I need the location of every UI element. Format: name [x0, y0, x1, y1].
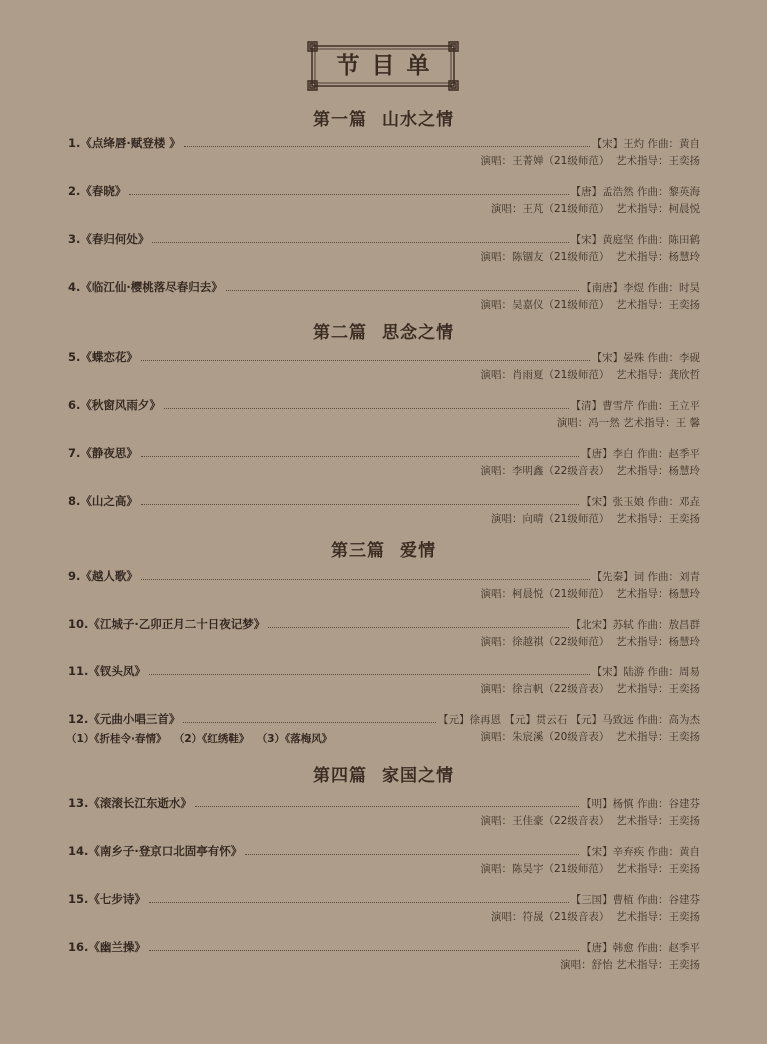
dot-leader [149, 950, 579, 951]
program-item [68, 135, 700, 168]
program-title: 4.《临江仙·樱桃落尽春归去》 [68, 280, 223, 294]
program-credit: 【北宋】苏轼 作曲：敖昌群 [570, 619, 700, 631]
program-title: 7.《静夜思》 [68, 446, 138, 460]
performer-credit: 演唱：徐言帆（22级音表） 艺术指导：王奕扬 [480, 683, 700, 695]
program-item-header [68, 183, 700, 198]
program-item-header [68, 843, 700, 858]
program-item [68, 843, 700, 876]
performer-credit: 演唱：冯一然 艺术指导：王 馨 [556, 417, 700, 429]
program-item [68, 939, 700, 972]
program-item [68, 795, 700, 828]
dot-leader [268, 627, 568, 628]
program-item [68, 568, 700, 601]
program-title: 1.《点绛唇·赋登楼 》 [68, 136, 181, 150]
program-item-header [68, 568, 700, 583]
dot-leader [184, 146, 590, 147]
program-title: 11.《钗头凤》 [68, 664, 146, 678]
program-item [68, 183, 700, 216]
dot-leader [141, 360, 590, 361]
dot-leader [141, 456, 579, 457]
performer-credit: 演唱：王芃（21级师范） 艺术指导：柯晨悦 [490, 203, 700, 215]
program-item-header [68, 445, 700, 460]
dot-leader [149, 674, 590, 675]
program-item-header [68, 663, 700, 678]
performer-credit: 演唱：李明鑫（22级音表） 艺术指导：杨慧玲 [480, 465, 700, 477]
program-item-header [68, 891, 700, 906]
program-credit: 【宋】张玉娘 作曲：邓垚 [581, 496, 700, 508]
program-credit: 【唐】韩愈 作曲：赵季平 [581, 942, 700, 954]
program-title: 3.《春归何处》 [68, 232, 150, 246]
dot-leader [149, 902, 569, 903]
program-title: 14.《南乡子·登京口北固亭有怀》 [68, 844, 243, 858]
performer-credit: 演唱：向晴（21级师范） 艺术指导：王奕扬 [490, 513, 700, 525]
section-title: 第一篇 山水之情 [313, 110, 454, 130]
performer-credit: 演唱：朱宸溪（20级音表） 艺术指导：王奕扬 [480, 731, 700, 743]
program-title: 9.《越人歌》 [68, 569, 138, 583]
program-title: 8.《山之高》 [68, 494, 138, 508]
program-credit: 【三国】曹植 作曲：谷建芬 [570, 894, 700, 906]
program-credit: 【唐】孟浩然 作曲：黎英海 [570, 186, 700, 198]
program-credit: 【元】徐再恩 【元】贯云石 【元】马致远 作曲：高为杰 [437, 714, 700, 726]
program-credit: 【明】杨慎 作曲：谷建芬 [581, 798, 700, 810]
page-title: 节目单 [336, 52, 442, 79]
section-title: 第三篇 爱情 [331, 541, 436, 561]
program-title: 16.《幽兰操》 [68, 940, 146, 954]
program-item-header [68, 616, 700, 631]
performer-credit: 演唱：陈昊宇（21级师范） 艺术指导：王奕扬 [480, 863, 700, 875]
program-item-header [68, 939, 700, 954]
program-item [68, 445, 700, 478]
dot-leader [226, 290, 579, 291]
dot-leader [183, 722, 436, 723]
program-item [68, 891, 700, 924]
performer-credit: 演唱：符晟（21级音表） 艺术指导：王奕扬 [490, 911, 700, 923]
title-frame [307, 41, 459, 91]
program-title: 12.《元曲小唱三首》 [68, 712, 181, 726]
dot-leader [141, 579, 590, 580]
program-item [68, 231, 700, 264]
program-title: 15.《七步诗》 [68, 892, 146, 906]
program-item [68, 663, 700, 696]
program-title: 6.《秋窗风雨夕》 [68, 398, 161, 412]
dot-leader [195, 806, 579, 807]
program-credit: 【宋】王灼 作曲：黄自 [591, 138, 700, 150]
performer-credit: 演唱：肖雨夏（21级师范） 艺术指导：龚欣哲 [480, 369, 700, 381]
program-credit: 【南唐】李煜 作曲：时昊 [581, 282, 700, 294]
program-title: 2.《春晓》 [68, 184, 127, 198]
program-title: 5.《蝶恋花》 [68, 350, 138, 364]
performer-credit: 演唱：舒怡 艺术指导：王奕扬 [560, 959, 700, 971]
performer-credit: 演唱：陈锢友（21级师范） 艺术指导：杨慧玲 [480, 251, 700, 263]
program-title: 13.《滚滚长江东逝水》 [68, 796, 192, 810]
section-title: 第四篇 家国之情 [313, 766, 454, 786]
program-item [68, 279, 700, 312]
program-credit: 【宋】陆游 作曲：周易 [591, 666, 700, 678]
program-item [68, 349, 700, 382]
program-item-header [68, 493, 700, 508]
program-item [68, 397, 700, 430]
performer-credit: 演唱：吴嘉仪（21级师范） 艺术指导：王奕扬 [480, 299, 700, 311]
program-item-header [68, 795, 700, 810]
program-item-header [68, 397, 700, 412]
dot-leader [152, 242, 568, 243]
program-credit: 【清】曹雪芹 作曲：王立平 [570, 400, 700, 412]
program-credit: 【宋】晏殊 作曲：李砚 [591, 352, 700, 364]
program-item-header [68, 349, 700, 364]
performer-credit: 演唱：柯晨悦（21级师范） 艺术指导：杨慧玲 [480, 588, 700, 600]
program-item-header [68, 711, 700, 726]
program-item [68, 711, 700, 744]
dot-leader [245, 854, 579, 855]
dot-leader [164, 408, 569, 409]
performer-credit: 演唱：王菁婵（21级师范） 艺术指导：王奕扬 [480, 155, 700, 167]
program-item [68, 616, 700, 649]
program-item-header [68, 279, 700, 294]
dot-leader [129, 194, 568, 195]
program-item-header [68, 135, 700, 150]
program-credit: 【宋】辛弃疾 作曲：黄自 [581, 846, 700, 858]
program-credit: 【宋】黄庭坚 作曲：陈田鹤 [570, 234, 700, 246]
program-item-header [68, 231, 700, 246]
dot-leader [141, 504, 579, 505]
performer-credit: 演唱：王佳豪（22级音表） 艺术指导：王奕扬 [480, 815, 700, 827]
sub-pieces-list: （1）《折桂令·春情》 （2）《红绣鞋》 （3）《落梅风》 [66, 733, 333, 745]
performer-credit: 演唱：徐越祺（22级师范） 艺术指导：杨慧玲 [480, 636, 700, 648]
program-credit: 【先秦】词 作曲：刘青 [591, 571, 700, 583]
section-title: 第二篇 思念之情 [313, 323, 454, 343]
program-item [68, 493, 700, 526]
program-title: 10.《江城子·乙卯正月二十日夜记梦》 [68, 617, 266, 631]
program-credit: 【唐】李白 作曲：赵季平 [581, 448, 700, 460]
